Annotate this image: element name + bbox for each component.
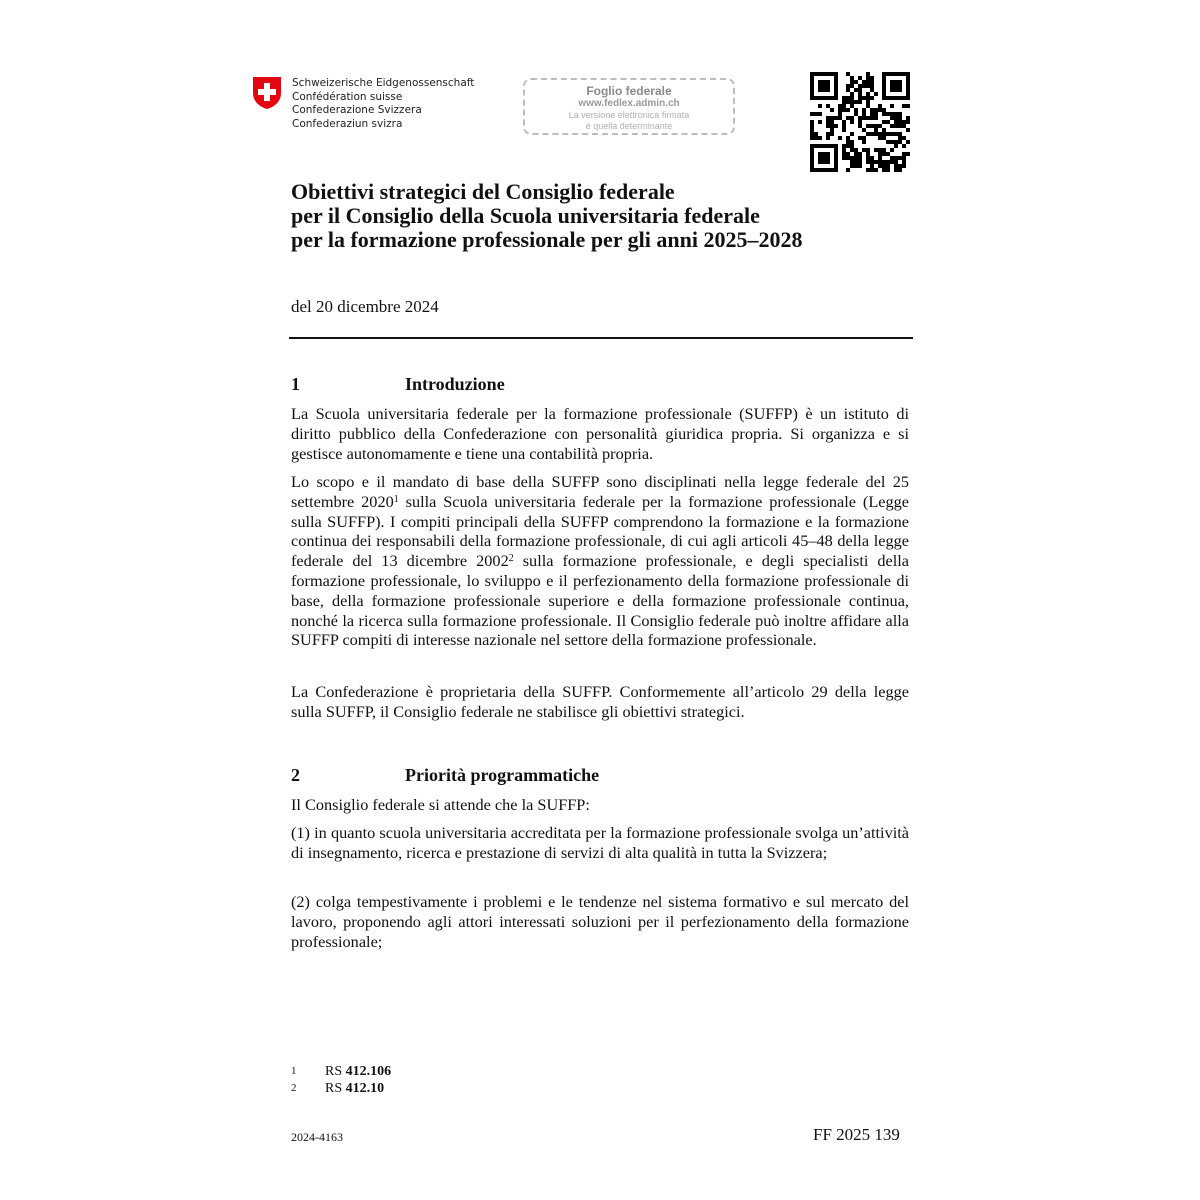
footnote-prefix: RS (325, 1081, 346, 1096)
paragraph-text: sulla Scuola universitaria federale per la formazione professionale (Legge sulla SUFFP). I compiti principali della SUFFP comprendono la formazione e la formazione continua dei responsabili della formazione professionale, di cui agli articoli 45–48 della legge federale del 13 dicembre 2002 (291, 491, 910, 571)
footnote-number: 2 (291, 1082, 297, 1094)
section-number: 1 (291, 374, 300, 394)
title-line: per la formazione professionale per gli anni 2025–2028 (291, 227, 803, 252)
list-item: (2) colga tempestivamente i problemi e le tendenze nel sistema formativo e sul mercato del lavoro, proponendo agli attori interessati soluzioni per il perfezionamento della formazione professionale; (291, 892, 909, 951)
footnote-link[interactable]: 412.106 (345, 1064, 392, 1079)
section-heading: Introduzione (405, 374, 505, 394)
section-number: 2 (291, 765, 300, 785)
title-line: per il Consiglio della Scuola universitaria federale (291, 203, 760, 228)
footnote-ref[interactable]: 2 (508, 553, 514, 565)
stamp-note-1: La versione elettronica firmata (568, 110, 690, 120)
document-title (291, 180, 911, 252)
confederation-names (292, 77, 474, 131)
footnote (291, 1080, 384, 1097)
document-number: 2024-4163 (291, 1130, 343, 1144)
footnote-number: 1 (291, 1065, 297, 1077)
paragraph-text: Lo scopo e il mandato di base della SUFFP sono disciplinati nella legge federale del 25 settembre 2020 (291, 472, 909, 511)
title-line: Obiettivi strategici del Consiglio federale (291, 179, 675, 204)
stamp-url: www.fedlex.admin.ch (578, 98, 680, 109)
federal-gazette-stamp (523, 78, 735, 135)
paragraph-text: sulla formazione professionale, e degli specialisti della formazione professionale, lo sviluppo e il perfezionamento della formazione professionale di base, della formazione professionale superiore e della formazione professionale continua, nonché la ricerca sulla formazione professionale. Il Consiglio federale può inoltre affidare alla SUFFP compiti di interesse nazionale nel settore della formazione professionale. (291, 551, 910, 650)
section-intro: Il Consiglio federale si attende che la SUFFP: (291, 795, 590, 814)
gazette-reference: FF 2025 139 (813, 1125, 900, 1144)
document-date: del 20 dicembre 2024 (291, 297, 439, 316)
swiss-coat-of-arms-icon (252, 76, 282, 110)
title-divider (289, 337, 913, 339)
confederation-de: Schweizerische Eidgenossenschaft (292, 77, 475, 89)
confederation-it: Confederazione Svizzera (292, 104, 422, 116)
stamp-title: Foglio federale (586, 84, 672, 98)
qr-code-icon (810, 72, 910, 172)
list-item: (1) in quanto scuola universitaria accreditata per la formazione professionale svolga un’attività di insegnamento, ricerca e prestazione di servizi di alta qualità in tutta la Svizzera; (291, 823, 909, 862)
section-heading: Priorità programmatiche (405, 765, 600, 785)
paragraph (291, 472, 909, 650)
stamp-note-2: è quella determinante (585, 121, 673, 131)
paragraph: La Confederazione è proprietaria della SUFFP. Conformemente all’articolo 29 della legge sulla SUFFP, il Consiglio federale ne stabilisce gli obiettivi strategici. (291, 682, 909, 721)
footnote-prefix: RS (325, 1064, 346, 1079)
footnote-link[interactable]: 412.10 (345, 1081, 385, 1096)
confederation-fr: Confédération suisse (292, 90, 403, 103)
footnote-ref[interactable]: 1 (393, 493, 399, 505)
confederation-rm: Confederaziun svizra (292, 117, 403, 130)
footnote (291, 1063, 391, 1080)
paragraph: La Scuola universitaria federale per la formazione professionale (SUFFP) è un istituto di diritto pubblico della Confederazione con personalità giuridica propria. Si organizza e si gestisce autonomamente e tiene una contabilità propria. (291, 404, 909, 463)
